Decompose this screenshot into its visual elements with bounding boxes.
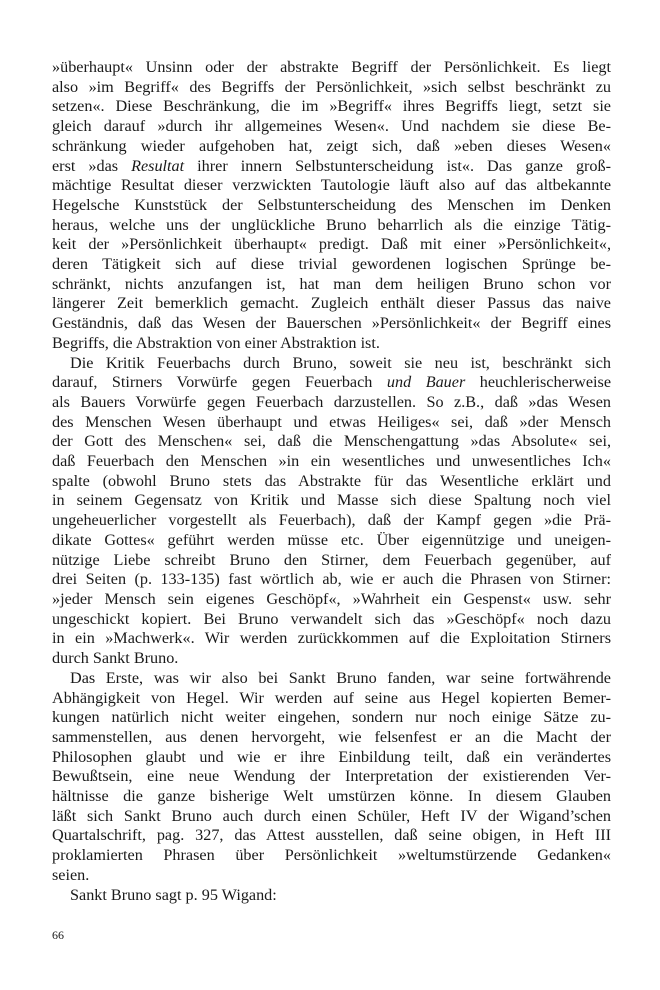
line-text: ungeschickt kopiert. Bei Bruno verwandelt sich das »Geschöpf« noch dazu [52,609,611,628]
emphasis-text: und Bauer [386,373,466,392]
line-text: keit der »Persönlichkeit überhaupt« predigt. Daß mit einer »Persönlichkeit«, [52,235,611,254]
text-line [52,728,611,748]
line-text: nützige Liebe schreibt Bruno den Stirner, dem Feuerbach gegenüber, auf [52,550,611,569]
text-line [52,472,611,492]
line-text: des Menschen Wesen überhaupt und etwas Heiliges« sei, daß »der Mensch [52,412,611,431]
text-line [52,570,611,590]
text-line [52,826,611,846]
text-line [52,157,611,177]
line-text: Philosophen glaubt und wie er ihre Einbildung teilt, daß ein verändertes [52,747,611,766]
line-text: gleich darauf »durch ihr allgemeines Wesen«. Und nachdem sie diese Be- [52,117,611,136]
text-line [52,590,611,610]
text-line [52,294,611,314]
line-text: »jeder Mensch sein eigenes Geschöpf«, »Wahrheit ein Gespenst« usw. sehr [52,589,611,608]
line-text: Begriffs, die Abstraktion von einer Abstraktion ist. [52,333,380,352]
line-text: erst »das [52,156,132,175]
paragraph [52,886,611,906]
line-text: sammenstellen, aus denen hervorgeht, wie felsenfest er an die Macht der [52,727,611,746]
line-text: darauf, Stirners Vorwürfe gegen Feuerbach [52,373,387,392]
line-text: spalte (obwohl Bruno stets das Abstrakte für das Wesentliche erklärt und [52,471,611,490]
line-text: dikate Gottes« geführt werden müsse etc. Über eigennützige und uneigen- [52,530,611,549]
text-line [52,117,611,137]
line-text: »überhaupt« Unsinn oder der abstrakte Begriff der Persönlichkeit. Es liegt [52,58,611,76]
text-line [52,255,611,275]
text-line [52,334,611,354]
text-line [52,689,611,709]
text-line [52,432,611,452]
text-line [52,373,611,393]
text-line [52,216,611,236]
text-line [52,866,611,886]
line-text: schränkung wieder aufgehoben hat, zeigt sich, daß »eben dieses Wesen« [52,136,611,155]
line-text: in seinem Gegensatz von Kritik und Masse sich diese Spaltung noch viel [52,491,611,510]
line-text: seien. [52,865,90,884]
line-text: heuchlerischerweise [465,373,612,392]
text-line [52,452,611,472]
text-line [52,491,611,511]
text-line [52,413,611,433]
line-text: daß Feuerbach den Menschen »in ein wesentliches und unwesentliches Ich« [52,452,611,471]
line-text: ungeheuerlicher vorgestellt als Feuerbach), daß der Kampf gegen »die Prä- [52,511,611,530]
page-text [52,58,611,905]
line-text: Geständnis, daß das Wesen der Bauerschen »Persönlichkeit« der Begriff eines [52,314,611,333]
line-text: proklamierten Phrasen über Persönlichkeit »weltumstürzende Gedanken« [52,846,611,865]
text-line [52,511,611,531]
line-text: Bewußtsein, eine neue Wendung der Interpretation der existierenden Ver- [52,767,611,786]
text-line [52,767,611,787]
text-line [52,551,611,571]
line-text: längerer Zeit bemerklich gemacht. Zugleich enthält dieser Passus das naive [52,294,611,313]
text-line [52,531,611,551]
text-line [52,196,611,216]
line-text: Das Erste, was wir also bei Sankt Bruno fanden, war seine fortwährende [70,668,611,687]
text-line [52,314,611,334]
text-line [52,137,611,157]
text-line [52,610,611,630]
text-line [52,708,611,728]
line-text: Die Kritik Feuerbachs durch Bruno, soweit sie neu ist, beschränkt sich [70,353,611,372]
line-text: Sankt Bruno sagt p. 95 Wigand: [70,885,277,904]
line-text: heraus, welche uns der unglückliche Bruno beharrlich als die einzige Tätig- [52,215,611,234]
line-text: Hegelsche Kunststück der Selbstunterscheidung des Menschen im Denken [52,195,611,214]
line-text: mächtige Resultat dieser verzwickten Tautologie läuft also auf das altbekannte [52,176,611,195]
line-text: Abhängigkeit von Hegel. Wir werden auf seine aus Hegel kopierten Bemer- [52,688,611,707]
text-line [52,629,611,649]
text-line [52,58,611,78]
emphasis-text: Resultat [131,156,185,175]
text-line [52,669,611,689]
paragraph [52,354,611,669]
text-line [52,235,611,255]
page-number: 66 [52,928,64,942]
line-text: in ein »Machwerk«. Wir werden zurückkommen auf die Exploitation Stirners [52,629,611,648]
text-line [52,787,611,807]
text-line [52,649,611,669]
line-text: als Bauers Vorwürfe gegen Feuerbach darzustellen. So z.B., daß »das Wesen [52,392,611,411]
paragraph [52,669,611,886]
text-line [52,807,611,827]
line-text: hältnisse die ganze bisherige Welt umstürzen könne. In diesem Glauben [52,787,611,806]
line-text: durch Sankt Bruno. [52,649,179,668]
line-text: schränkt, nichts anzufangen ist, hat man dem heiligen Bruno schon vor [52,274,611,293]
paragraph [52,58,611,354]
text-line [52,275,611,295]
text-line [52,176,611,196]
text-line [52,886,611,906]
line-text: Quartalschrift, pag. 327, das Attest ausstellen, daß seine obigen, in Heft III [52,826,611,845]
text-line [52,354,611,374]
text-line [52,748,611,768]
line-text: deren Tätigkeit sich auf diese trivial gewordenen logischen Sprünge be- [52,255,611,274]
line-text: kungen natürlich nicht weiter eingehen, sondern nur noch einige Sätze zu- [52,708,611,727]
line-text: ihrer innern Selbstunterscheidung ist«. Das ganze groß- [184,156,612,175]
line-text: der Gott des Menschen« sei, daß die Menschengattung »das Absolute« sei, [52,432,611,451]
text-line [52,393,611,413]
text-line [52,78,611,98]
line-text: setzen«. Diese Beschränkung, die im »Begriff« ihres Begriffs liegt, setzt sie [52,97,611,116]
line-text: läßt sich Sankt Bruno auch durch einen Schüler, Heft IV der Wigand’schen [52,806,611,825]
text-line [52,97,611,117]
text-line [52,846,611,866]
line-text: drei Seiten (p. 133-135) fast wörtlich ab, wie er auch die Phrasen von Stirner: [52,570,611,589]
line-text: also »im Begriff« des Begriffs der Persönlichkeit, »sich selbst beschränkt zu [52,77,611,96]
